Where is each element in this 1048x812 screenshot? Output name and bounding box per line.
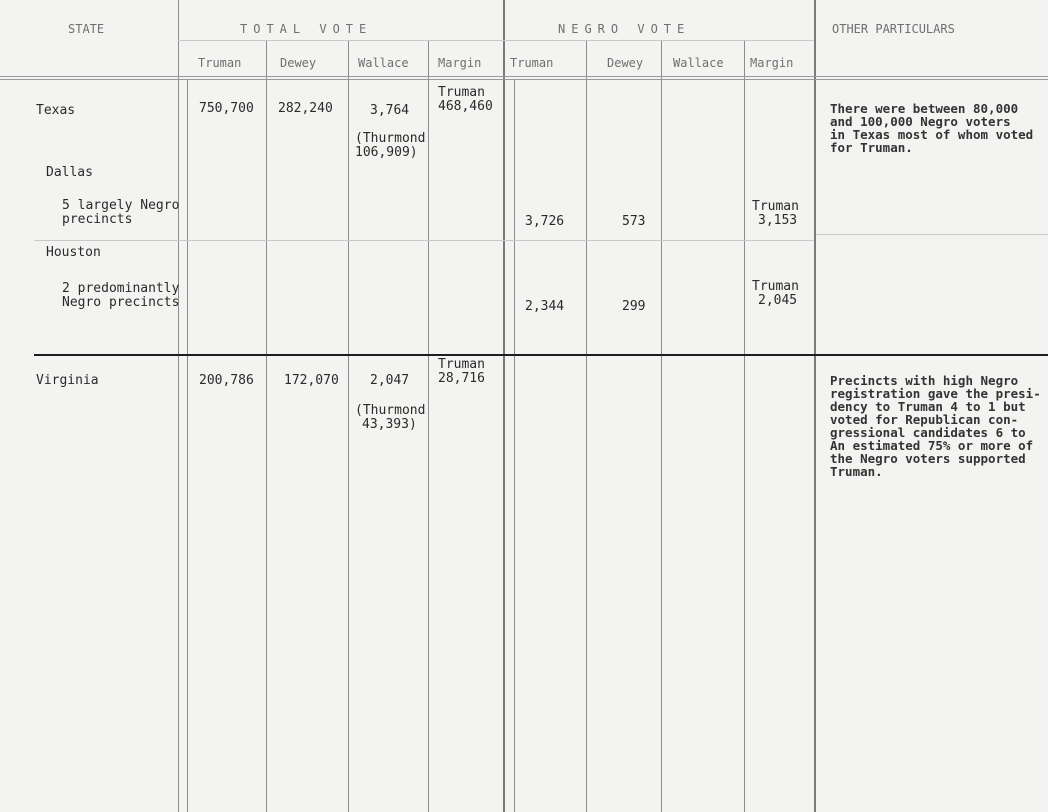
houston-margin-label: Truman	[752, 279, 799, 294]
virginia-margin-label: Truman	[438, 357, 485, 372]
texas-thurmond-value: 106,909)	[355, 145, 418, 160]
dallas-margin-value: 3,153	[758, 213, 798, 228]
texas-note: There were between 80,000 and 100,000 Negro voters in Texas most of whom voted for Truman.	[830, 101, 1034, 155]
texas-thurmond-label: (Thurmond	[355, 131, 426, 146]
column-divider	[178, 0, 179, 812]
texas-margin-value: 468,460	[438, 99, 493, 114]
dallas-margin-label: Truman	[752, 199, 799, 214]
column-divider	[514, 80, 515, 812]
houston-precinct-line2: Negro precincts	[62, 295, 180, 310]
col-total-margin: Margin	[438, 56, 482, 70]
dallas-precinct-line1: 5 largely Negro	[62, 198, 180, 213]
header-rule	[0, 76, 1048, 77]
houston-negro-truman: 2,344	[525, 299, 565, 314]
texas-total-dewey: 282,240	[278, 101, 333, 116]
texas-total-wallace: 3,764	[370, 103, 410, 118]
col-negro-wallace: Wallace	[673, 56, 724, 70]
col-total-dewey: Dewey	[280, 56, 317, 70]
header-rule	[178, 40, 814, 41]
column-divider	[348, 40, 349, 812]
texas-total-truman: 750,700	[199, 101, 254, 116]
virginia-note: Precincts with high Negro registration gave the presi- dency to Truman 4 to 1 but voted for Republican con- gressional candidates 6 to An estimated 75% or more of the Negro voters supported Truman.	[830, 373, 1041, 479]
row-city-houston: Houston	[46, 245, 101, 260]
column-divider	[586, 40, 587, 812]
column-divider	[503, 0, 505, 812]
virginia-thurmond-value: 43,393)	[362, 417, 417, 432]
houston-margin-value: 2,045	[758, 293, 798, 308]
virginia-total-truman: 200,786	[199, 373, 254, 388]
row-state-texas: Texas	[36, 103, 76, 118]
row-city-dallas: Dallas	[46, 165, 93, 180]
col-negro-dewey: Dewey	[607, 56, 644, 70]
column-divider	[814, 0, 816, 812]
total-vote-header: TOTAL VOTE	[240, 22, 373, 36]
texas-margin-label: Truman	[438, 85, 485, 100]
col-total-wallace: Wallace	[358, 56, 409, 70]
houston-precinct-line1: 2 predominantly	[62, 281, 180, 296]
virginia-total-wallace: 2,047	[370, 373, 410, 388]
row-rule	[34, 240, 814, 241]
column-divider	[266, 40, 267, 812]
state-header: STATE	[68, 22, 105, 36]
virginia-total-dewey: 172,070	[284, 373, 339, 388]
dallas-negro-truman: 3,726	[525, 214, 565, 229]
virginia-thurmond-label: (Thurmond	[355, 403, 426, 418]
column-divider	[661, 40, 662, 812]
header-rule	[0, 79, 1048, 80]
column-divider	[187, 80, 188, 812]
dallas-precinct-line2: precincts	[62, 212, 133, 227]
other-particulars-header: OTHER PARTICULARS	[832, 22, 955, 36]
row-state-virginia: Virginia	[36, 373, 99, 388]
dallas-negro-dewey: 573	[622, 214, 646, 229]
row-rule	[816, 234, 1048, 235]
negro-vote-header: NEGRO VOTE	[558, 22, 691, 36]
virginia-margin-value: 28,716	[438, 371, 485, 386]
col-total-truman: Truman	[198, 56, 242, 70]
col-negro-margin: Margin	[750, 56, 794, 70]
column-divider	[428, 40, 429, 812]
col-negro-truman: Truman	[510, 56, 554, 70]
houston-negro-dewey: 299	[622, 299, 646, 314]
section-rule	[34, 354, 1048, 356]
column-divider	[744, 40, 745, 812]
